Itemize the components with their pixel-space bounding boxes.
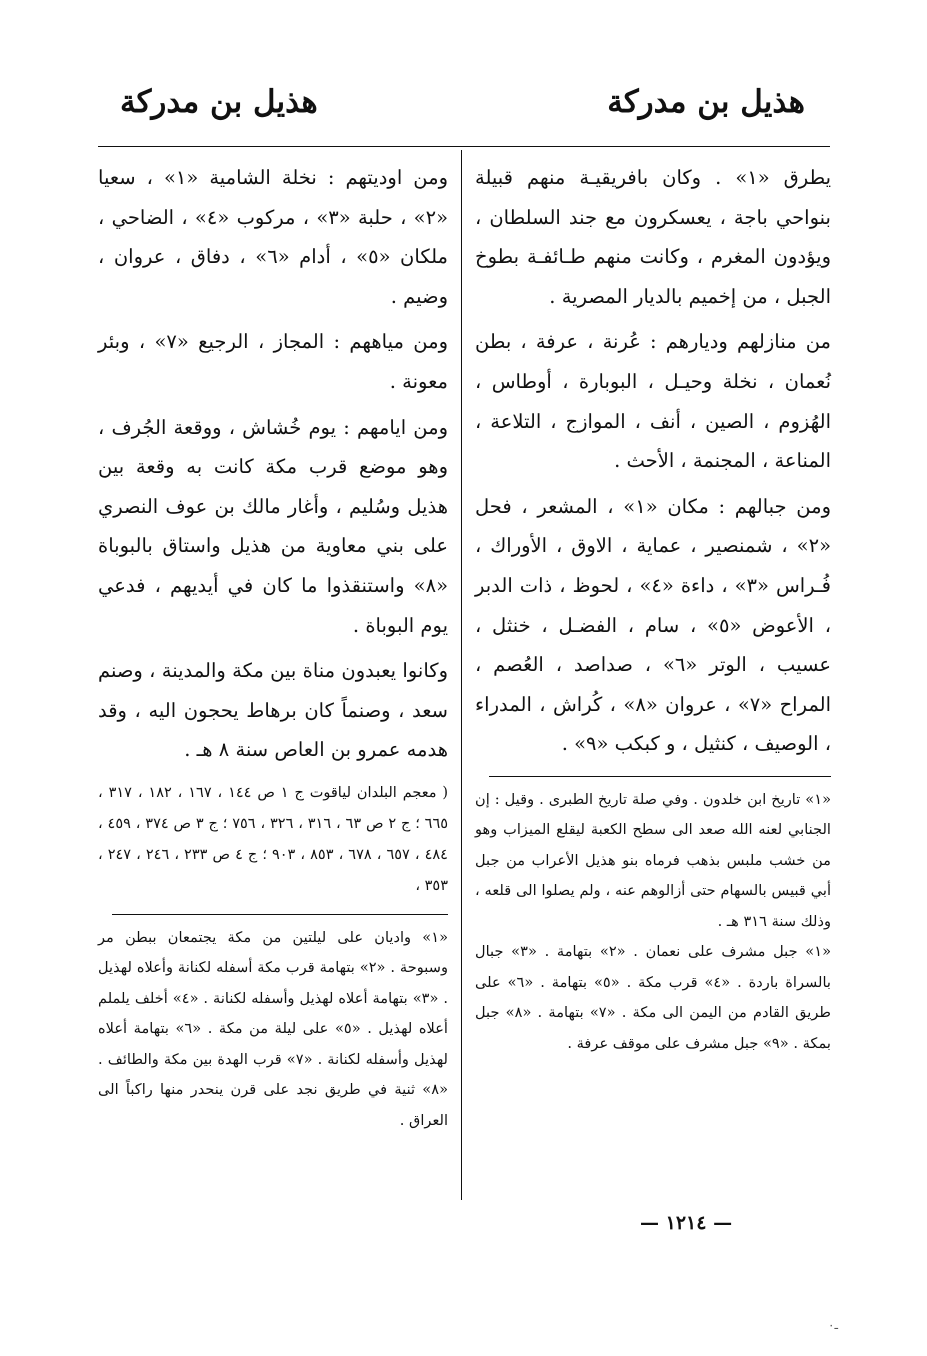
paragraph-idols: وكانوا يعبدون مناة بين مكة والمدينة ، وصنم سعد ، وصنماً كان برهاط يحجون اليه ، وقد هدمه عمرو بن العاص سنة ٨ هـ .	[98, 659, 448, 762]
paragraph-mountains: ومن جبالهم : مكان «١» ، المشعر ، فحل «٢» ، شمنصير ، عماية ، الاوق ، الأوراك ، فُـراس «٣» ، داءة «٤» ، لحوظ ، ذات الدبر ، الأعوض «٥» ، سام ، الفضـل ، خنثل ، عسيب ، الوتر «٦» ، صداصد ، العُصم ، المراح «٧» ، عروان «٨» ، كُراش ، المدراء ، الوصيف ، كنثيل ، و كبكب «٩» .	[475, 494, 831, 756]
page-number: — ١٢١٤ —	[640, 1212, 733, 1234]
paragraph-valleys: ومن اوديتهم : نخلة الشامية «١» ، سعيا «٢» ، حلبة «٣» ، مركوب «٤» ، الضاحي ، ملكان «٥» ، أدام «٦» ، دفاق ، عروان ، وضيم .	[98, 166, 448, 308]
footnote-history: «١» تاريخ ابن خلدون . وفي صلة تاريخ الطبرى . وقيل : إن الجنابي لعنه الله صعد الى سطح الكعبة ليقلع الميزاب وهو من خشب ملبس بذهب فرماه بنو هذيل الأعراب من جبل أبي قبيس بالسهام حتى أزالوهم عنه ، ولم يصلوا الى قلعه ، وذلك سنة ٣١٦ هـ .	[475, 790, 831, 930]
left-footnotes: «١» واديان على ليلتين من مكة يجتمعان ببطن مر وسبوحة . «٢» بتهامة قرب مكة أسفله لكنانة وأعلاه لهذيل . «٣» بتهامة أعلاه لهذيل وأسفله لكنانة . «٤» أخلف يلملم أعلاه لهذيل . «٥» على ليلة من مكة . «٦» بتهامة أعلاه لهذيل وأسفله لكنانة . «٧» قرب الهدة بين مكة والطائف . «٨» ثنية في طريق نجد على قرن ينحدر منها راكباً الى العراق .	[98, 928, 448, 1129]
right-footnotes	[475, 785, 831, 1060]
paragraph-tribe-branches: يطرق «١» . وكان بافريقيـة منهم قبيلة بنواحي باجة ، يعسكرون مع جند السلطان ، ويؤدون المغرم ، وكانت منهم طـائفـة بطوخ الجبل ، من إخميم بالديار المصرية .	[475, 166, 831, 308]
left-column-body	[98, 158, 448, 770]
paragraph-battle-days: ومن ايامهم : يوم خُشاش ، ووقعة الجُرف ، وهو موضع قرب مكة كانت به وقعة بين هذيل وسُليم ، وأغار مالك بن عوف النصري على بني معاوية من هذيل واستاق بالبوباة «٨» واستنقذوا ما كان في أيديهم ، فدعي يوم البوباة .	[98, 415, 448, 637]
footnote-rule	[489, 776, 831, 777]
paragraph-waters: ومن مياههم : المجاز ، الرجيع «٧» ، وبئر معونة .	[98, 330, 448, 393]
column-divider	[461, 150, 462, 1200]
running-header-left: هذيل بن مدركة	[120, 84, 318, 120]
left-column	[98, 150, 448, 1136]
paragraph-dwellings: من منازلهم وديارهم : عُرنة ، عرفة ، بطن نُعمان ، نخلة وحيـل ، البوبارة ، أوطاس ، الهُزوم ، الصين ، أنف ، الموازج ، التلاعة ، المناعة ، المجنمة ، الأحث .	[475, 330, 831, 473]
footnote-rule	[112, 914, 448, 915]
scan-mark: ـ٠	[828, 1318, 838, 1332]
header-rule	[98, 146, 830, 147]
right-column	[475, 150, 831, 1059]
running-header-right: هذيل بن مدركة	[607, 84, 805, 120]
references: ( معجم البلدان لياقوت ج ١ ص ١٤٤ ، ١٦٧ ، ١٨٢ ، ٣١٧ ، ٦٦٥ ؛ ج ٢ ص ٦٣ ، ٣١٦ ، ٣٢٦ ، ٧٥٦ ؛ ج ٣ ص ٣٧٤ ، ٤٥٩ ، ٤٨٤ ، ٦٥٧ ، ٦٧٨ ، ٨٥٣ ، ٩٠٣ ؛ ج ٤ ص ٢٣٣ ، ٢٤٦ ، ٢٤٧ ، ٣٥٣ ،	[98, 784, 449, 894]
footnote-mountains: «١» جبل مشرف على نعمان . «٢» بتهامة . «٣» جبال بالسراة باردة . «٤» قرب مكة . «٥» بتهامة . «٦» على طريق القادم من اليمن الى مكة . «٧» بتهامة . «٨» جبل بمكة . «٩» جبل مشرف على موقف عرفة .	[475, 943, 831, 1052]
right-column-body	[475, 158, 831, 764]
